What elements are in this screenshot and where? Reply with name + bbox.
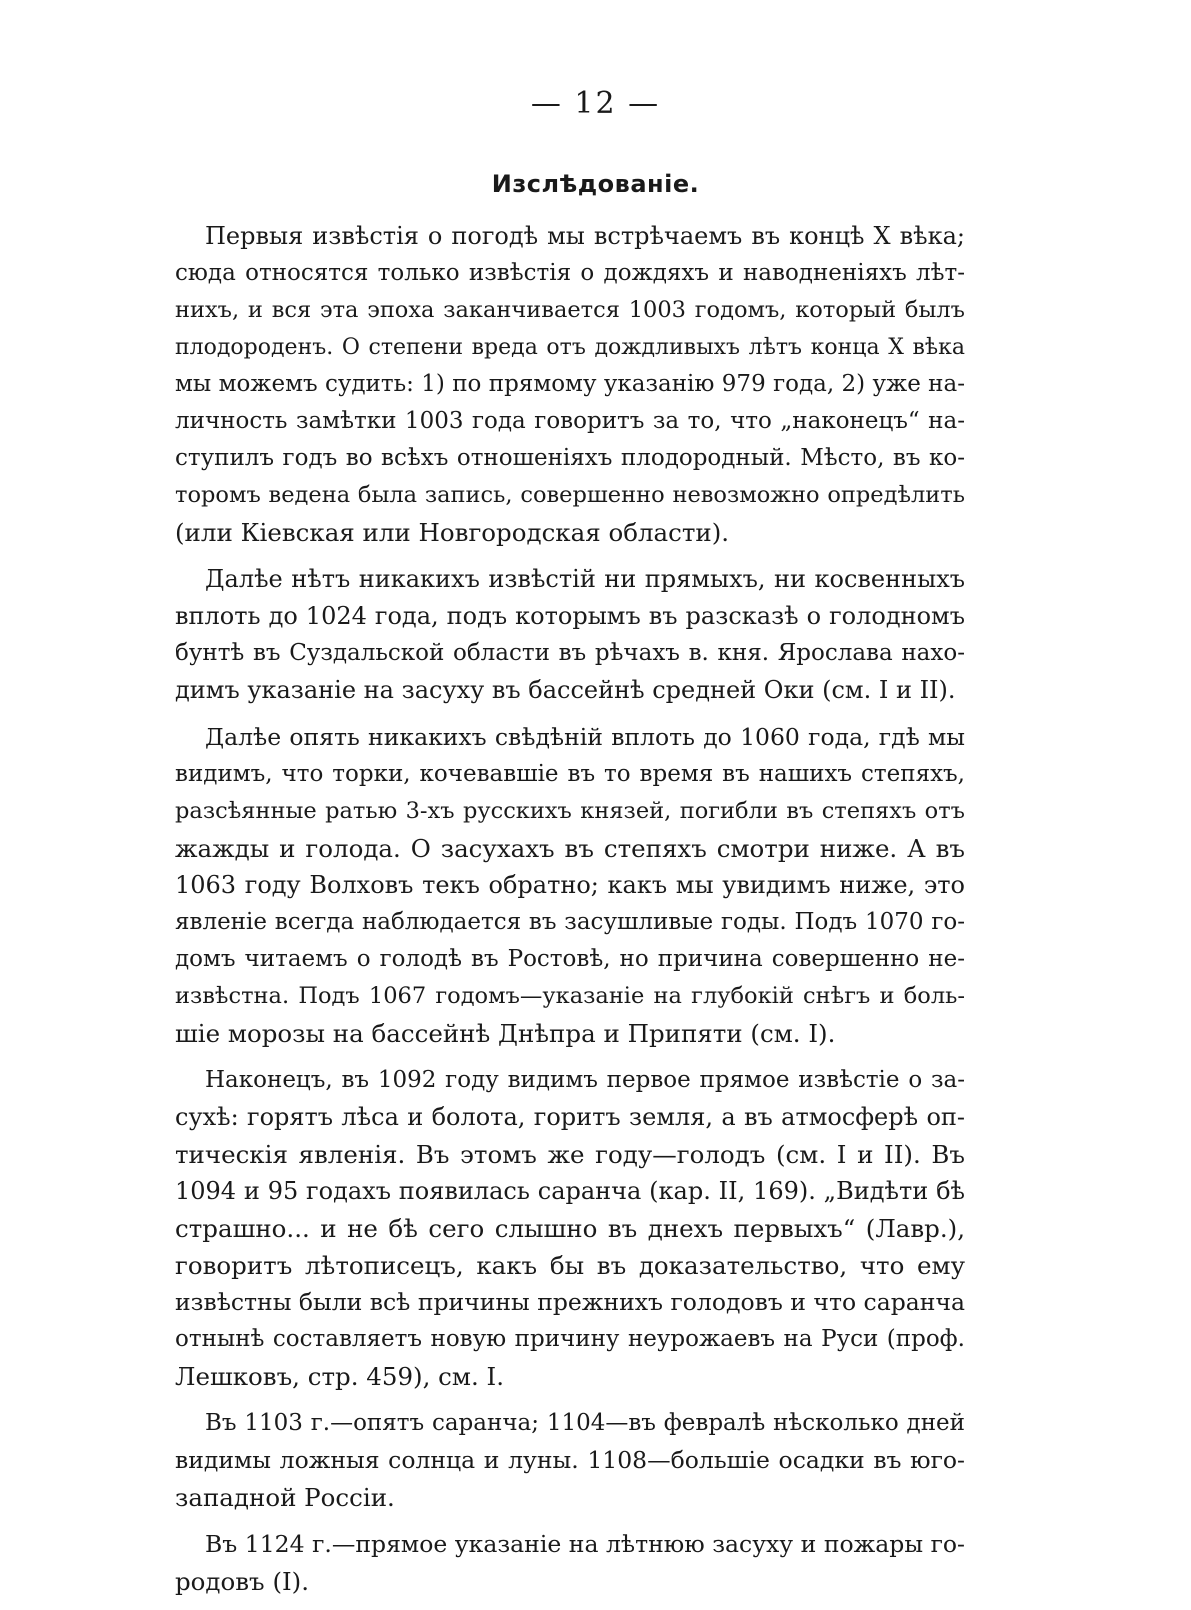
text-line: мы можемъ судить: 1) по прямому указанію 979 года, 2) уже на- [175, 371, 965, 397]
text-line: родовъ (I). [175, 1567, 310, 1596]
paragraph [175, 1405, 965, 1516]
paragraph [175, 1526, 965, 1600]
text-line: Наконецъ, въ 1092 году видимъ первое прямое извѣстіе о за- [205, 1067, 965, 1093]
text-line: нихъ, и вся эта эпоха заканчивается 1003 годомъ, который былъ [175, 297, 965, 323]
text-line: говоритъ лѣтописецъ, какъ бы въ доказательство, что ему [175, 1251, 965, 1280]
text-line: Далѣе нѣтъ никакихъ извѣстій ни прямыхъ, ни косвенныхъ [205, 565, 965, 593]
text-line: извѣстны были всѣ причины прежнихъ голодовъ и что саранча [175, 1288, 965, 1316]
text-line: отнынѣ составляетъ новую причину неурожаевъ на Руси (проф. [175, 1326, 965, 1352]
paragraph [175, 719, 965, 1052]
text-line: личность замѣтки 1003 года говоритъ за то, что „наконецъ“ на- [175, 408, 965, 434]
text-line: шіе морозы на бассейнѣ Днѣпра и Припяти (см. I). [175, 1019, 836, 1048]
text-line: сюда относятся только извѣстія о дождяхъ и наводненіяхъ лѣт- [175, 260, 965, 286]
text-line: 1094 и 95 годахъ появилась саранча (кар. II, 169). „Видѣти бѣ [175, 1177, 965, 1205]
text-line: Далѣе опять никакихъ свѣдѣній вплоть до 1060 года, гдѣ мы [205, 723, 965, 751]
text-line: сухѣ: горятъ лѣса и болота, горитъ земля, а въ атмосферѣ оп- [175, 1103, 965, 1131]
text-line: ступилъ годъ во всѣхъ отношеніяхъ плодородный. Мѣсто, въ ко- [175, 445, 965, 471]
text-line: бунтѣ въ Суздальской области въ рѣчахъ в. кня. Ярослава нахо- [175, 640, 965, 666]
text-line: извѣстна. Подъ 1067 годомъ—указаніе на глубокій снѣгъ и боль- [175, 983, 965, 1009]
text-line: Въ 1103 г.—опятъ саранча; 1104—въ февралѣ нѣсколько дней [205, 1410, 965, 1436]
text-line: видимы ложныя солнца и луны. 1108—большіе осадки въ юго- [175, 1446, 965, 1474]
text-line: вплоть до 1024 года, подъ которымъ въ разсказѣ о голодномъ [175, 602, 965, 630]
text-line: 1063 году Волховъ текъ обратно; какъ мы увидимъ ниже, это [175, 871, 965, 899]
paragraph [175, 218, 965, 551]
text-line: видимъ, что торки, кочевавшіе въ то время въ нашихъ степяхъ, [175, 761, 965, 787]
text-line: торомъ ведена была запись, совершенно невозможно опредѣлить [175, 482, 965, 508]
text-line: жажды и голода. О засухахъ въ степяхъ смотри ниже. А въ [175, 834, 965, 863]
text-line: Въ 1124 г.—прямое указаніе на лѣтнюю засуху и пожары го- [205, 1530, 965, 1558]
text-line: плодороденъ. О степени вреда отъ дождливыхъ лѣтъ конца X вѣка [175, 335, 965, 360]
text-line: разсѣянные ратью 3-хъ русскихъ князей, погибли въ степяхъ отъ [175, 798, 965, 824]
paragraph [175, 1062, 965, 1395]
text-line: страшно... и не бѣ сего слышно въ днехъ первыхъ“ (Лавр.), [175, 1214, 965, 1243]
text-line: димъ указаніе на засуху въ бассейнѣ средней Оки (см. I и II). [175, 676, 956, 704]
paragraph [175, 561, 965, 709]
text-line: тическія явленія. Въ этомъ же году—голодъ (см. I и II). Въ [175, 1140, 965, 1169]
text-line: явленіе всегда наблюдается въ засушливые годы. Подъ 1070 го- [175, 909, 965, 935]
text-line: Лешковъ, стр. 459), см. I. [175, 1362, 504, 1391]
body-text [175, 218, 965, 1610]
text-line: западной Россіи. [175, 1483, 395, 1512]
section-heading: Изслѣдованіе. [491, 170, 700, 198]
page-number: — 12 — [530, 86, 661, 121]
text-line: Первыя извѣстія о погодѣ мы встрѣчаемъ въ концѣ X вѣка; [205, 222, 965, 250]
text-line: (или Кіевская или Новгородская области). [175, 518, 730, 547]
text-line: домъ читаемъ о голодѣ въ Ростовѣ, но причина совершенно не- [175, 946, 965, 972]
